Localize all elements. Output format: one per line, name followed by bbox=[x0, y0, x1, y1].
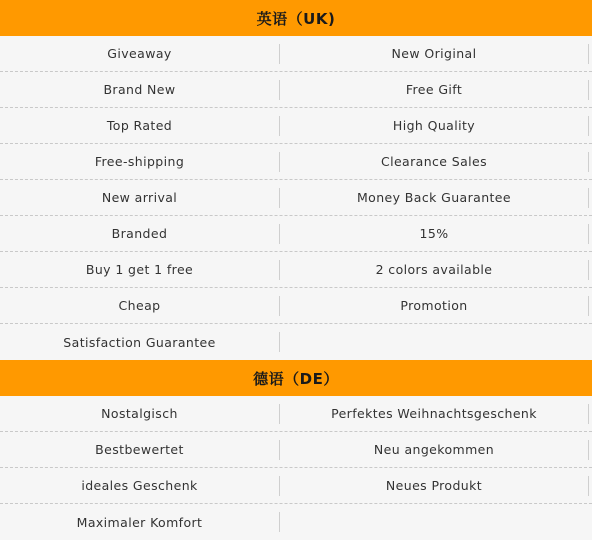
row-end-divider bbox=[588, 44, 589, 64]
keyword-cell: High Quality bbox=[392, 118, 476, 133]
section-header-uk: 英语（UK) bbox=[0, 0, 592, 36]
keyword-cell: Brand New bbox=[103, 82, 176, 97]
keyword-cell: Bestbewertet bbox=[95, 442, 184, 457]
keyword-cell: Neues Produkt bbox=[385, 478, 483, 493]
keyword-cell bbox=[280, 504, 588, 540]
row-end-divider bbox=[588, 476, 589, 496]
table-row bbox=[0, 252, 592, 288]
row-end-divider bbox=[588, 224, 589, 244]
table-row bbox=[0, 288, 592, 324]
keyword-cell: New Original bbox=[391, 46, 477, 61]
keyword-cell: ideales Geschenk bbox=[81, 478, 198, 493]
keyword-cell: Free-shipping bbox=[94, 154, 185, 169]
table-row bbox=[0, 216, 592, 252]
table-row bbox=[0, 324, 592, 360]
keyword-cell: Maximaler Komfort bbox=[76, 514, 203, 530]
keyword-cell: Top Rated bbox=[106, 118, 173, 133]
keyword-cell: Branded bbox=[111, 226, 168, 241]
row-end-divider bbox=[588, 80, 589, 100]
table-row bbox=[0, 72, 592, 108]
keyword-cell: Clearance Sales bbox=[380, 154, 488, 169]
row-end-divider bbox=[588, 296, 589, 316]
table-row bbox=[0, 432, 592, 468]
keyword-cell: Cheap bbox=[118, 298, 161, 313]
row-end-divider bbox=[588, 404, 589, 424]
table-row bbox=[0, 108, 592, 144]
table-row bbox=[0, 468, 592, 504]
row-end-divider bbox=[588, 440, 589, 460]
row-end-divider bbox=[588, 260, 589, 280]
keyword-cell: Free Gift bbox=[405, 82, 463, 97]
table-row bbox=[0, 396, 592, 432]
row-end-divider bbox=[588, 152, 589, 172]
keyword-cell: Money Back Guarantee bbox=[356, 190, 511, 205]
keyword-cell: Satisfaction Guarantee bbox=[63, 334, 216, 350]
keyword-cell: Nostalgisch bbox=[101, 406, 178, 421]
keyword-cell: Giveaway bbox=[107, 46, 172, 61]
table-row bbox=[0, 144, 592, 180]
table-row bbox=[0, 36, 592, 72]
keyword-cell: 2 colors available bbox=[375, 262, 493, 277]
keyword-cell bbox=[280, 324, 588, 360]
keyword-cell: 15% bbox=[419, 226, 449, 241]
row-end-divider bbox=[588, 188, 589, 208]
keyword-cell: Neu angekommen bbox=[373, 442, 495, 457]
table-row bbox=[0, 504, 592, 540]
table-row bbox=[0, 180, 592, 216]
row-end-divider bbox=[588, 116, 589, 136]
section-header-de: 德语（DE） bbox=[0, 360, 592, 396]
section-rows-de bbox=[0, 396, 592, 540]
section-rows-uk bbox=[0, 36, 592, 360]
keyword-cell: Perfektes Weihnachtsgeschenk bbox=[331, 406, 537, 421]
keyword-cell: Buy 1 get 1 free bbox=[85, 262, 194, 277]
keyword-cell: Promotion bbox=[400, 298, 468, 313]
keyword-cell: New arrival bbox=[101, 190, 178, 205]
